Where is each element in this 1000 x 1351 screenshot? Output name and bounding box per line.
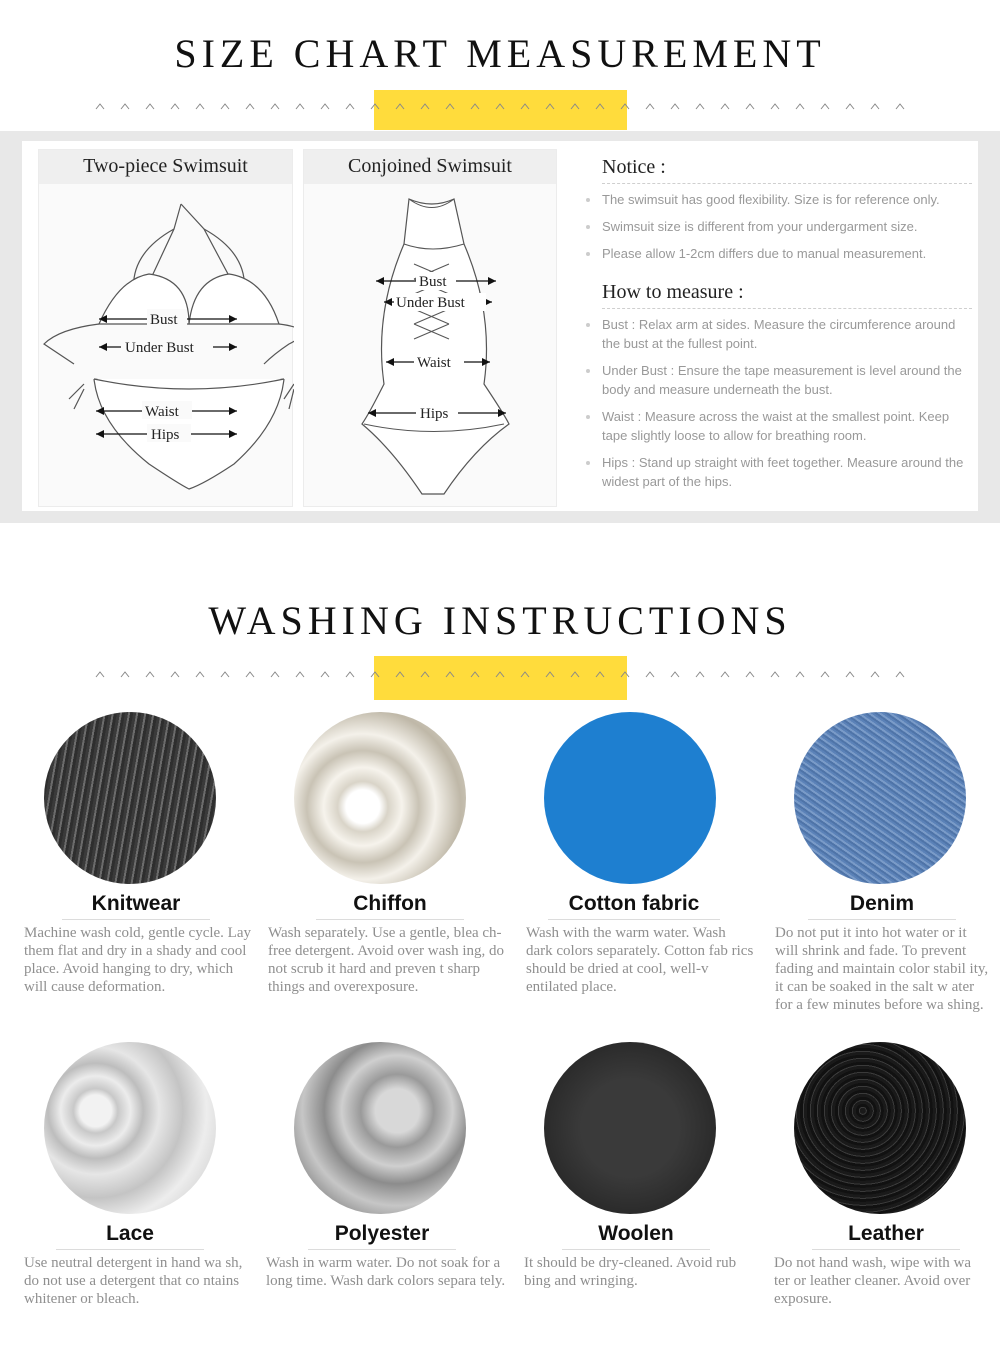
cotton-fabric-swatch [544, 712, 716, 884]
two-piece-bust-label: Bust [150, 312, 178, 328]
how-to-item: Hips : Stand up straight with feet together. Measure around the widest part of the hips. [602, 453, 972, 491]
title-decoration [0, 90, 1000, 130]
conjoined-hips-label: Hips [420, 406, 449, 422]
fabric-desc-woolen: It should be dry-cleaned. Avoid rub bing and wringing. [524, 1255, 737, 1289]
how-to-item: Waist : Measure across the waist at the smallest point. Keep tape slightly loose to allow for breathing room. [602, 407, 972, 445]
fabric-desc-cotton: Wash with the warm water. Wash dark colors separately. Cotton fab rics should be dried at cool, well-v entilated place. [526, 925, 754, 995]
polyester-swatch [294, 1042, 466, 1214]
two-piece-title: Two-piece Swimsuit [39, 150, 292, 184]
fabric-desc-knitwear: Machine wash cold, gentle cycle. Lay them flat and dry in a shady and cool place. Avoid hanging to dry, which will cause deformation. [24, 925, 251, 995]
two-piece-under-bust-label: Under Bust [125, 340, 194, 356]
how-to-list [602, 315, 972, 491]
fabric-name-cotton: Cotton fabric [548, 892, 720, 920]
how-to-item: Under Bust : Ensure the tape measurement is level around the body and measure underneath the bust. [602, 361, 972, 399]
lace-swatch [44, 1042, 216, 1214]
size-notes [602, 156, 972, 499]
fabric-desc-leather: Do not hand wash, wipe with wa ter or leather cleaner. Avoid over exposure. [774, 1255, 972, 1307]
notice-list [602, 190, 972, 263]
fabric-desc-chiffon: Wash separately. Use a gentle, blea ch-free detergent. Avoid over wash ing, do not scrub it hard and preven t sharp things and overexposure. [268, 925, 505, 995]
chiffon-swatch [294, 712, 466, 884]
fabric-desc-lace: Use neutral detergent in hand wa sh, do not use a detergent that co ntains whitener or bleach. [24, 1255, 243, 1307]
knitwear-swatch [44, 712, 216, 884]
leather-swatch [794, 1042, 966, 1214]
fabric-desc-polyester: Wash in warm water. Do not soak for a long time. Wash dark colors separa tely. [266, 1255, 506, 1289]
woolen-swatch [544, 1042, 716, 1214]
two-piece-diagram [38, 149, 293, 507]
zigzag-pattern [0, 656, 1000, 700]
washing-title-decoration [0, 656, 1000, 700]
zigzag-pattern [0, 90, 1000, 130]
conjoined-waist-label: Waist [417, 355, 451, 371]
fabric-desc-denim: Do not put it into hot water or it will shrink and fade. To prevent fading and maintain color stabil ity, it can be soaked in the salt w ater for a few minutes before wa shing. [775, 925, 989, 1013]
conjoined-swimsuit-illustration [304, 184, 558, 508]
fabric-name-lace: Lace [56, 1222, 204, 1250]
zigzag-line [96, 104, 904, 109]
notice-item: Please allow 1-2cm differs due to manual measurement. [602, 244, 972, 263]
how-to-measure-heading: How to measure : [602, 281, 972, 309]
fabric-name-leather: Leather [812, 1222, 960, 1250]
notice-heading: Notice : [602, 156, 972, 184]
fabric-name-chiffon: Chiffon [316, 892, 464, 920]
fabric-name-polyester: Polyester [308, 1222, 456, 1250]
notice-item: The swimsuit has good flexibility. Size is for reference only. [602, 190, 972, 209]
conjoined-diagram [303, 149, 557, 507]
conjoined-under-bust-label: Under Bust [396, 295, 465, 311]
denim-swatch [794, 712, 966, 884]
two-piece-hips-label: Hips [151, 427, 180, 443]
notice-item: Swimsuit size is different from your undergarment size. [602, 217, 972, 236]
fabric-name-denim: Denim [808, 892, 956, 920]
fabric-name-knitwear: Knitwear [62, 892, 210, 920]
conjoined-bust-label: Bust [419, 274, 447, 290]
zigzag-line [96, 672, 904, 677]
how-to-item: Bust : Relax arm at sides. Measure the circumference around the bust at the fullest point. [602, 315, 972, 353]
two-piece-waist-label: Waist [145, 404, 179, 420]
washing-title: WASHING INSTRUCTIONS [208, 598, 792, 643]
size-chart-title: SIZE CHART MEASUREMENT [174, 31, 826, 76]
fabric-name-woolen: Woolen [562, 1222, 710, 1250]
conjoined-title: Conjoined Swimsuit [304, 150, 556, 184]
two-piece-swimsuit-illustration [39, 184, 294, 508]
